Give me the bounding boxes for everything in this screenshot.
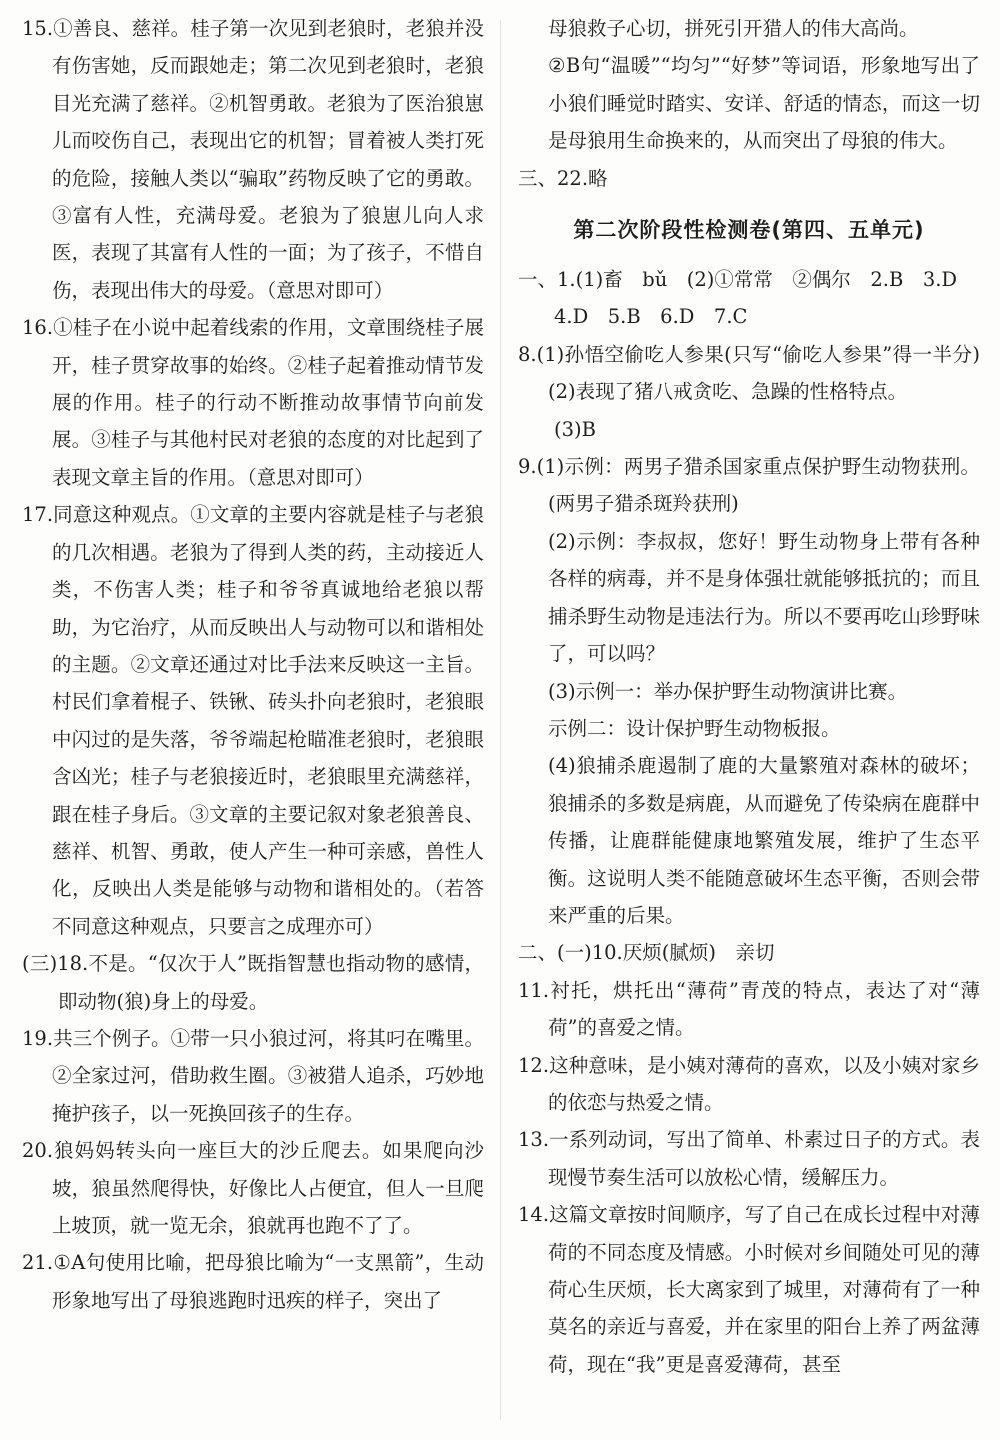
answer-q13: 13.一系列动词，写出了简单、朴素过日子的方式。表现慢节奏生活可以放松心情，缓解压力。	[518, 1128, 980, 1189]
answer-q15: 15.①善良、慈祥。桂子第一次见到老狼时，老狼并没有伤害她，反而跟她走；第二次见到老狼时，老狼目光充满了慈祥。②机智勇敢。老狼为了医治狼崽儿而咬伤自己，表现出它的机智；冒着被人类打死的危险，接触人类以“骗取”药物反映了它的勇敢。③富有人性，充满母爱。老狼为了狼崽儿向人求医，表现了其富有人性的一面；为了孩子，不惜自伤，表现出伟大的母爱。（意思对即可）	[22, 17, 484, 302]
answer-s1-q1: 一、1.(1)畜 bǔ (2)①常常 ②偶尔 2.B 3.D	[518, 268, 958, 292]
answer-q20: 20.狼妈妈转头向一座巨大的沙丘爬去。如果爬向沙坡，狼虽然爬得快，好像比人占便宜，但人一旦爬上坡顶，就一览无余，狼就再也跑不了了。	[22, 1139, 484, 1237]
right-column-top	[518, 10, 980, 197]
answer-q21-2: ②B句“温暖”“均匀”“好梦”等词语，形象地写出了小狼们睡觉时踏实、安详、舒适的情态，而这一切是母狼用生命换来的，从而突出了母狼的伟大。	[548, 54, 980, 153]
answer-q9-3b: 示例二：设计保护野生动物板报。	[548, 716, 841, 740]
answer-q9: 9.(1)示例：两男子猎杀国家重点保护野生动物获刑。(两男子猎杀斑羚获刑)	[518, 455, 980, 516]
answer-q19: 19.共三个例子。①带一只小狼过河，将其叼在嘴里。②全家过河，借助救生圈。③被猎人追杀，巧妙地掩护孩子，以一死换回孩子的生存。	[22, 1026, 484, 1125]
answer-s2-q10: 二、(一)10.厌烦(腻烦) 亲切	[518, 941, 775, 965]
answer-q9-3: (3)示例一：举办保护野生动物演讲比赛。	[548, 679, 908, 703]
answer-q18: (三)18.不是。“仅次于人”既指智慧也指动物的感情，即动物(狼)身上的母爱。	[22, 952, 484, 1013]
answer-q8: 8.(1)孙悟空偷吃人参果(只写“偷吃人参果”得一半分) (2)表现了猪八戒贪吃、急躁的性格特点。	[518, 342, 1000, 404]
answer-q9-4: (4)狼捕杀鹿遏制了鹿的大量繁殖对森林的破坏；狼捕杀的多数是病鹿，从而避免了传染病在鹿群中传播，让鹿群能健康地繁殖发展，维护了生态平衡。这说明人类不能随意破坏生态平衡，否则会带来严重的后果。	[548, 754, 980, 927]
left-column	[22, 10, 484, 1319]
answer-s1-q4: 4.D 5.B 6.D 7.C	[554, 305, 748, 329]
answer-q21: 21.①A句使用比喻，把母狼比喻为“一支黑箭”，生动形象地写出了母狼逃跑时迅疾的样子，突出了	[22, 1251, 484, 1312]
answer-q14: 14.这篇文章按时间顺序，写了自己在成长过程中对薄荷的不同态度及情感。小时候对乡间随处可见的薄荷心生厌烦，长大离家到了城里，对薄荷有了一种莫名的亲近与喜爱，并在家里的阳台上养了两盆薄荷，现在“我”更是喜爱薄荷，甚至	[518, 1203, 980, 1376]
right-column	[518, 10, 1000, 1383]
answer-q9-2: (2)示例：李叔叔，您好！野生动物身上带有各种各样的病毒，并不是身体强壮就能够抵抗的；而且捕杀野生动物是违法行为。所以不要再吃山珍野味了，可以吗？	[548, 529, 980, 666]
section-title: 第二次阶段性检测卷(第四、五单元)	[573, 218, 925, 243]
right-column-bottom	[518, 261, 1000, 1383]
answer-q21-cont: 母狼救子心切，拼死引开猎人的伟大高尚。	[548, 17, 919, 40]
answer-q17: 17.同意这种观点。①文章的主要内容就是桂子与老狼的几次相遇。老狼为了得到人类的药，主动接近人类，不伤害人类；桂子和爷爷真诚地给老狼以帮助，为它治疗，从而反映出人与动物可以和谐相处的主题。②文章还通过对比手法来反映这一主旨。村民们拿着棍子、铁锹、砖头扑向老狼时，老狼眼中闪过的是失落，爷爷端起枪瞄准老狼时，老狼眼含凶光；桂子与老狼接近时，老狼眼里充满慈祥，跟在桂子身后。③文章的主要记叙对象老狼善良、慈祥、机智、勇敢，使人产生一种可亲感，兽性人化，反映出人类是能够与动物和谐相处的。（若答不同意这种观点，只要言之成理亦可）	[22, 503, 484, 938]
column-divider	[500, 20, 501, 1420]
answer-q8-3: (3)B	[554, 417, 596, 441]
answer-q16: 16.①桂子在小说中起着线索的作用，文章围绕桂子展开，桂子贯穿故事的始终。②桂子起着推动情节发展的作用。桂子的行动不断推动故事情节向前发展。③桂子与其他村民对老狼的态度的对比起到了表现文章主旨的作用。（意思对即可）	[22, 316, 484, 489]
answer-q22: 三、22.略	[518, 166, 608, 190]
answer-q12: 12.这种意味，是小姨对薄荷的喜欢，以及小姨对家乡的依恋与热爱之情。	[518, 1053, 980, 1114]
answer-q11: 11.衬托，烘托出“薄荷”青茂的特点，表达了对“薄荷”的喜爱之情。	[518, 978, 980, 1040]
